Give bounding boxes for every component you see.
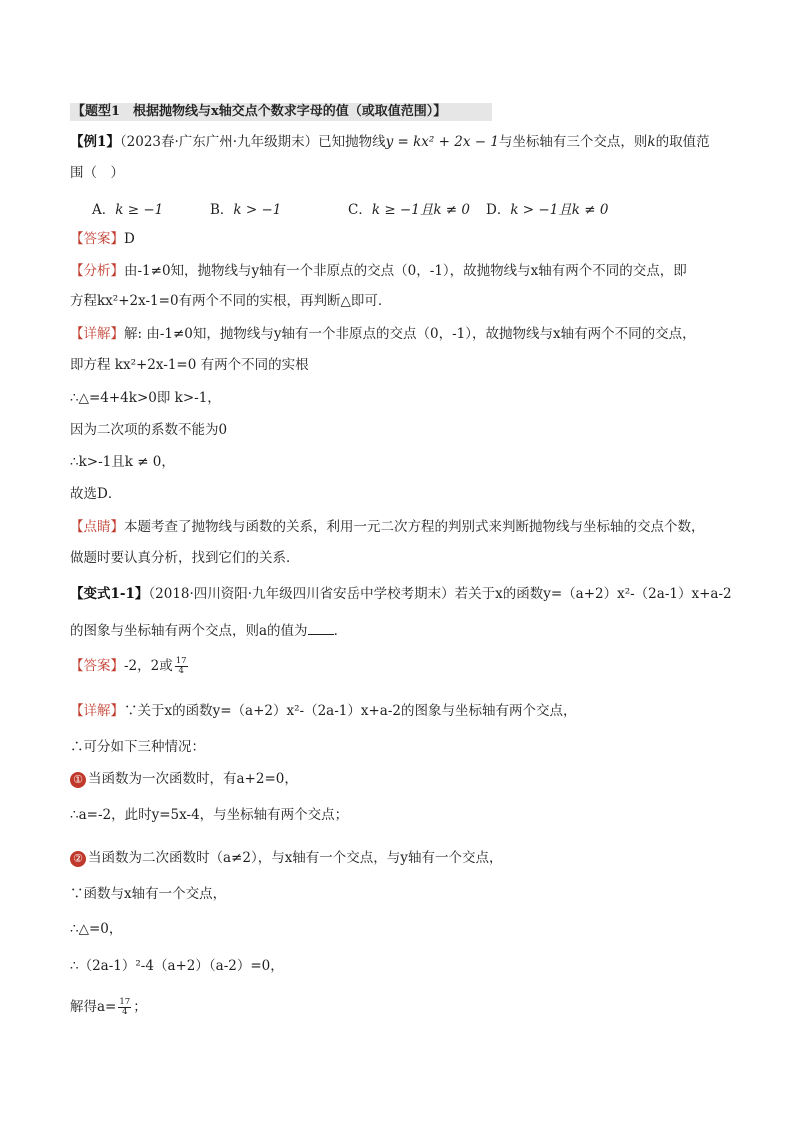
case2-fraction-numerator: 17 <box>119 997 131 1007</box>
section-title: 【题型1 根据抛物线与x轴交点个数求字母的值（或取值范围）】 <box>70 103 492 121</box>
variant-detail-tag: 【详解】 <box>70 703 124 719</box>
variant-answer-tag: 【答案】 <box>70 658 124 674</box>
example-stem-line1 <box>70 133 710 151</box>
variant-answer-fraction <box>175 657 188 676</box>
example-stem-b: 与坐标轴有三个交点，则 <box>498 134 648 150</box>
variant-detail-line2: ∴可分如下三种情况： <box>70 739 205 755</box>
example-equation: y = kx² + 2x − 1 <box>385 134 499 150</box>
option-d <box>486 198 608 218</box>
comment-line1 <box>70 518 705 536</box>
analysis-tag: 【分析】 <box>70 263 124 279</box>
detail-line4: 因为二次项的系数不能为0 <box>70 422 228 438</box>
option-c-label: C． <box>348 202 372 218</box>
detail-line6: 故选D． <box>70 486 122 502</box>
variant-tag: 【变式1-1】 <box>70 586 149 602</box>
option-b-text: k > −1 <box>233 202 282 218</box>
option-a-text: k ≥ −1 <box>115 202 164 218</box>
case2-line4: ∴（2a-1）²-4（a+2）（a-2）=0， <box>70 958 284 974</box>
option-c-text: k ≥ −1且k ≠ 0 <box>371 202 470 218</box>
case2-line5 <box>70 998 147 1017</box>
variant-stem-2: 的图象与坐标轴有两个交点，则a的值为 <box>70 623 308 639</box>
variant-stem-1: 若关于x的函数y=（a+2）x²-（2a-1）x+a-2 <box>454 586 732 602</box>
comment-line2: 做题时要认真分析，找到它们的关系． <box>70 550 300 566</box>
case2-fraction <box>118 998 131 1017</box>
detail-tag: 【详解】 <box>70 326 124 342</box>
detail-line2: 即方程 kx²+2x-1=0 有两个不同的实根 <box>70 357 309 373</box>
detail-line3: ∴△=4+4k>0即 k>-1， <box>70 390 221 406</box>
analysis-text-1: 由-1≠0知，抛物线与y轴有一个非原点的交点（0，-1），故抛物线与x轴有两个不同的交点，即 <box>124 263 687 279</box>
case2-fraction-denominator: 4 <box>122 1007 128 1017</box>
analysis-line2: 方程kx²+2x-1=0有两个不同的实根，再判断△即可． <box>70 293 392 309</box>
detail-text-1: 解: 由-1≠0知，抛物线与y轴有一个非原点的交点（0，-1），故抛物线与x轴有两个不同的交点， <box>124 326 696 342</box>
option-a-label: A． <box>92 202 116 218</box>
example-stem-line2: 围（ ） <box>70 165 124 181</box>
variant-source: （2018·四川资阳·九年级四川省安岳中学校考期末） <box>148 586 455 602</box>
example-stem-c: 的取值范 <box>655 134 710 150</box>
case1-line <box>70 770 298 788</box>
detail-line1 <box>70 325 696 343</box>
example-stem-a: 已知抛物线 <box>318 134 386 150</box>
variant-answer-value: -2，2或 <box>124 658 173 674</box>
case2-solve-text: 解得a= <box>70 999 117 1015</box>
option-a <box>92 198 163 218</box>
example-answer <box>70 230 135 248</box>
answer-tag: 【答案】 <box>70 231 124 247</box>
example-source: （2023春·广东广州·九年级期末） <box>119 134 319 150</box>
example-k: k <box>647 134 656 150</box>
case2-line2: ∵函数与x轴有一个交点， <box>70 886 227 902</box>
fraction-numerator: 17 <box>175 656 187 666</box>
variant-detail-text-1: ∵关于x的函数y=（a+2）x²-（2a-1）x+a-2的图象与坐标轴有两个交点， <box>124 703 577 719</box>
case1-number: ① <box>70 772 86 788</box>
case2-text: 当函数为二次函数时（a≠2），与x轴有一个交点，与y轴有一个交点， <box>88 850 503 866</box>
option-d-label: D． <box>486 202 511 218</box>
case2-line <box>70 849 502 867</box>
answer-value: D <box>124 231 135 247</box>
variant-stem-line1 <box>70 585 732 603</box>
comment-tag: 【点睛】 <box>70 519 124 535</box>
detail-line5: ∴k>-1且k ≠ 0， <box>70 454 175 470</box>
case2-line3: ∴△=0， <box>70 921 123 937</box>
fraction-denominator: 4 <box>178 666 184 676</box>
variant-stem-line2 <box>70 622 347 640</box>
case2-solve-end: ； <box>133 999 147 1015</box>
variant-detail-line1 <box>70 702 577 720</box>
option-b-label: B． <box>210 202 234 218</box>
case1-line2: ∴a=-2，此时y=5x-4，与坐标轴有两个交点； <box>70 807 349 823</box>
answer-blank <box>308 622 334 635</box>
analysis-line1 <box>70 262 687 280</box>
option-d-text: k > −1且k ≠ 0 <box>510 202 609 218</box>
example-tag: 【例1】 <box>70 134 120 150</box>
case1-text: 当函数为一次函数时，有a+2=0， <box>88 771 298 787</box>
variant-answer <box>70 657 190 676</box>
option-c <box>348 198 470 218</box>
variant-stem-2-end: ． <box>333 623 348 639</box>
comment-text-1: 本题考查了抛物线与函数的关系，利用一元二次方程的判别式来判断抛物线与坐标轴的交点个数， <box>124 519 705 535</box>
case2-number: ② <box>70 851 86 867</box>
option-b <box>210 198 281 218</box>
